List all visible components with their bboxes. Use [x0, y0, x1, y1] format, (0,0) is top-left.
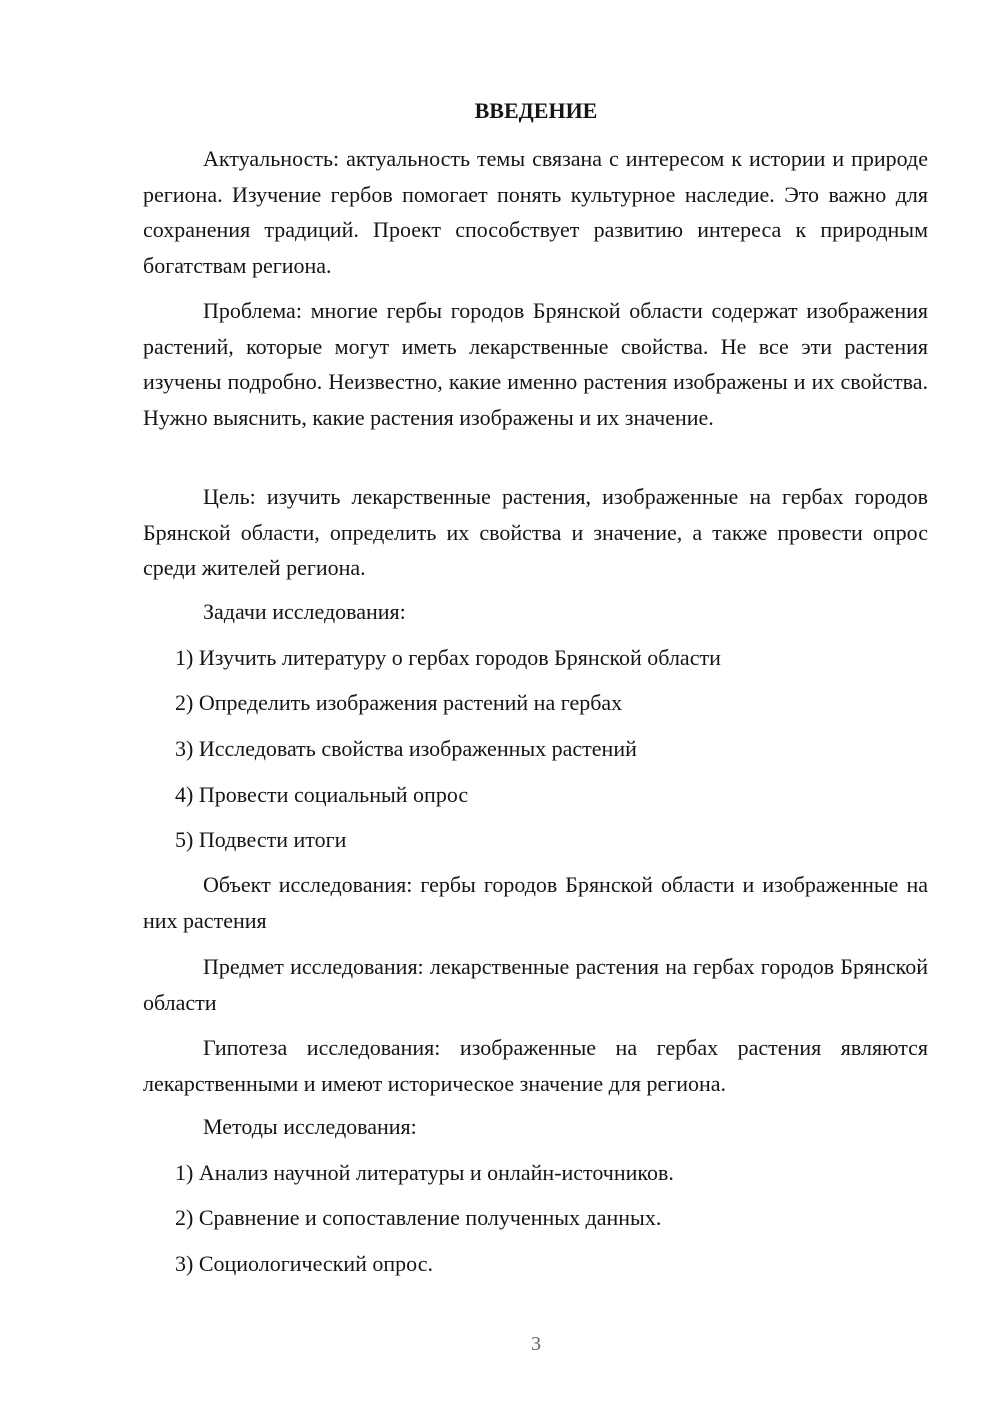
task-item: 4) Провести социальный опрос	[175, 782, 469, 807]
method-item: 1) Анализ научной литературы и онлайн-источников.	[175, 1160, 674, 1185]
task-item: 5) Подвести итоги	[175, 827, 347, 852]
task-item: 1) Изучить литературу о гербах городов Брянской области	[175, 645, 721, 670]
problem-paragraph: Проблема: многие гербы городов Брянской области содержат изображения растений, которые могут иметь лекарственные свойства. Не все эти растения изучены подробно. Неизвестно, какие именно растения изображены и их свойства. Нужно выяснить, какие растения изображены и их значение.	[143, 298, 928, 430]
method-item: 2) Сравнение и сопоставление полученных данных.	[175, 1205, 662, 1230]
relevance-paragraph: Актуальность: актуальность темы связана с интересом к истории и природе региона. Изучение гербов помогает понять культурное наследие. Это важно для сохранения традиций. Проект способствует развитию интереса к природным богатствам региона.	[143, 146, 928, 278]
task-item: 2) Определить изображения растений на гербах	[175, 690, 623, 715]
goal-paragraph: Цель: изучить лекарственные растения, изображенные на гербах городов Брянской области, определить их свойства и значение, а также провести опрос среди жителей региона.	[143, 484, 928, 580]
object-paragraph: Объект исследования: гербы городов Брянской области и изображенные на них растения	[143, 872, 928, 933]
task-item: 3) Исследовать свойства изображенных растений	[175, 736, 637, 761]
method-item: 3) Социологический опрос.	[175, 1251, 433, 1276]
tasks-heading: Задачи исследования:	[203, 599, 406, 624]
page-number: 3	[531, 1333, 541, 1355]
methods-heading: Методы исследования:	[203, 1114, 417, 1139]
page-title: ВВЕДЕНИЕ	[474, 98, 598, 123]
hypothesis-paragraph: Гипотеза исследования: изображенные на гербах растения являются лекарственными и имеют историческое значение для региона.	[143, 1035, 928, 1096]
subject-paragraph: Предмет исследования: лекарственные растения на гербах городов Брянской области	[143, 954, 928, 1015]
